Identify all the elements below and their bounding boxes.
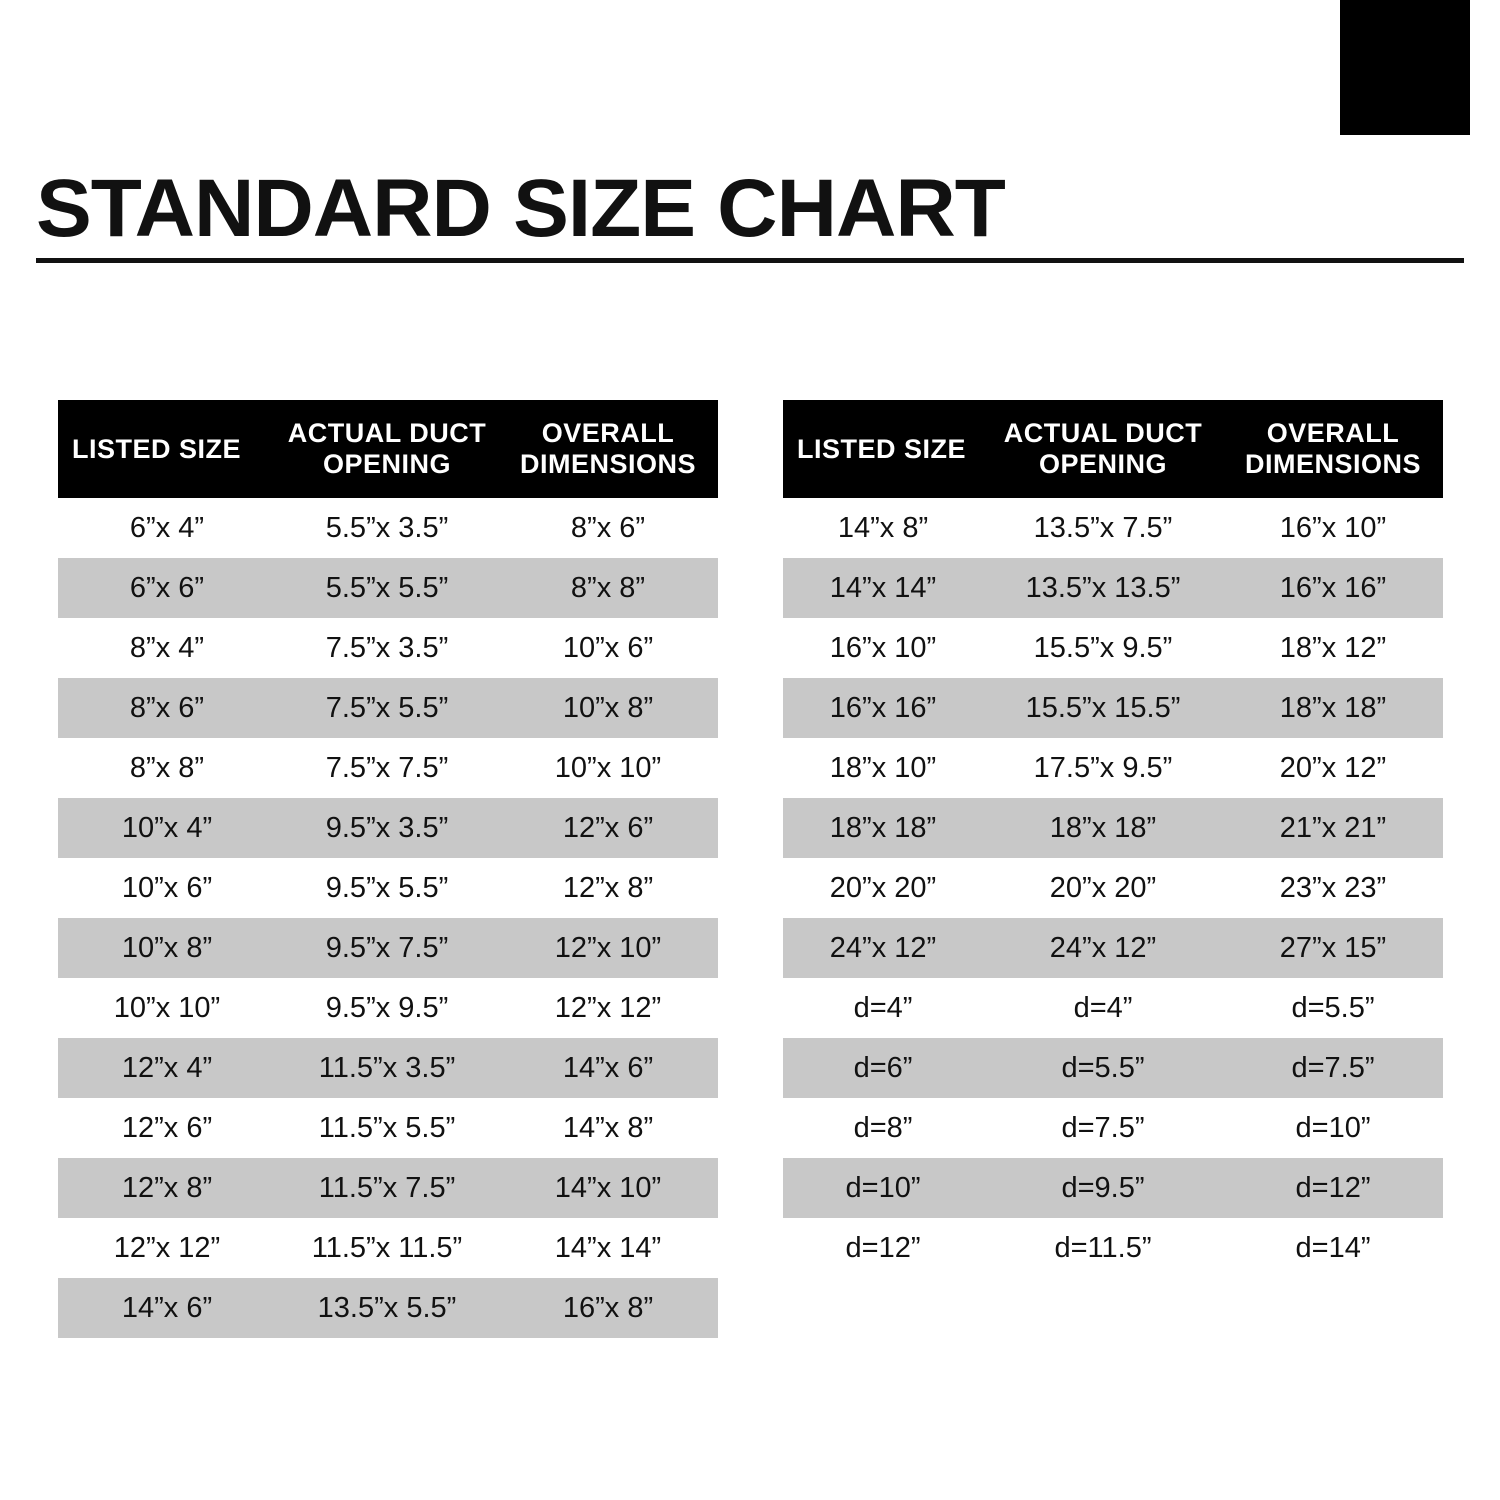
table-row (58, 618, 718, 678)
cell-overall-dimensions: 10”x 10” (498, 738, 718, 798)
table-row (58, 858, 718, 918)
page-title: STANDARD SIZE CHART (36, 163, 1005, 254)
cell-listed-size: 12”x 6” (58, 1098, 276, 1158)
table-row (783, 498, 1443, 558)
cell-listed-size: 10”x 8” (58, 918, 276, 978)
column-header-actual-duct-opening (276, 400, 498, 498)
cell-duct-opening: 5.5”x 3.5” (276, 498, 498, 558)
cell-overall-dimensions: 8”x 6” (498, 498, 718, 558)
cell-duct-opening: 15.5”x 15.5” (983, 678, 1223, 738)
table-row (783, 678, 1443, 738)
title-divider (36, 258, 1464, 263)
cell-listed-size: 8”x 6” (58, 678, 276, 738)
cell-duct-opening: 13.5”x 7.5” (983, 498, 1223, 558)
cell-duct-opening: 11.5”x 11.5” (276, 1218, 498, 1278)
table-row (58, 918, 718, 978)
cell-listed-size: 20”x 20” (783, 858, 983, 918)
cell-overall-dimensions: d=10” (1223, 1098, 1443, 1158)
cell-listed-size: d=6” (783, 1038, 983, 1098)
column-header-line1: ACTUAL DUCT (287, 418, 487, 448)
cell-listed-size: 14”x 6” (58, 1278, 276, 1338)
cell-listed-size: 14”x 8” (783, 498, 983, 558)
cell-duct-opening: 5.5”x 5.5” (276, 558, 498, 618)
table-row (58, 1218, 718, 1278)
cell-listed-size: 12”x 4” (58, 1038, 276, 1098)
column-header-listed-size (58, 400, 276, 498)
tables-area (0, 400, 1500, 1338)
size-table-right (783, 400, 1443, 1278)
cell-duct-opening: d=11.5” (983, 1218, 1223, 1278)
cell-listed-size: 8”x 4” (58, 618, 276, 678)
cell-duct-opening: 7.5”x 7.5” (276, 738, 498, 798)
cell-listed-size: 18”x 18” (783, 798, 983, 858)
column-header-line2: DIMENSIONS (1244, 449, 1422, 480)
cell-overall-dimensions: 12”x 6” (498, 798, 718, 858)
cell-duct-opening: 13.5”x 5.5” (276, 1278, 498, 1338)
cell-overall-dimensions: 12”x 12” (498, 978, 718, 1038)
table-row (783, 858, 1443, 918)
cell-duct-opening: 7.5”x 5.5” (276, 678, 498, 738)
table-row (783, 738, 1443, 798)
table-header-row (58, 400, 718, 498)
cell-listed-size: 6”x 4” (58, 498, 276, 558)
cell-duct-opening: 9.5”x 3.5” (276, 798, 498, 858)
column-header-overall-dimensions (1223, 400, 1443, 498)
cell-overall-dimensions: 14”x 14” (498, 1218, 718, 1278)
column-header-listed-size (783, 400, 983, 498)
cell-listed-size: 14”x 14” (783, 558, 983, 618)
table-row (783, 1098, 1443, 1158)
table-row (58, 1098, 718, 1158)
column-header-line2: DIMENSIONS (519, 449, 697, 480)
table-row (58, 798, 718, 858)
cell-duct-opening: 7.5”x 3.5” (276, 618, 498, 678)
table-row (783, 558, 1443, 618)
table-row (783, 1218, 1443, 1278)
table-row (58, 1038, 718, 1098)
cell-overall-dimensions: 20”x 12” (1223, 738, 1443, 798)
cell-overall-dimensions: 16”x 16” (1223, 558, 1443, 618)
cell-listed-size: d=8” (783, 1098, 983, 1158)
cell-duct-opening: 11.5”x 3.5” (276, 1038, 498, 1098)
column-header-line1: LISTED SIZE (797, 433, 967, 464)
table-row (783, 798, 1443, 858)
table-row (783, 978, 1443, 1038)
cell-overall-dimensions: d=7.5” (1223, 1038, 1443, 1098)
cell-overall-dimensions: 14”x 8” (498, 1098, 718, 1158)
cell-overall-dimensions: 23”x 23” (1223, 858, 1443, 918)
cell-overall-dimensions: 21”x 21” (1223, 798, 1443, 858)
cell-duct-opening: 13.5”x 13.5” (983, 558, 1223, 618)
cell-listed-size: 12”x 12” (58, 1218, 276, 1278)
title-section (36, 163, 1464, 263)
cell-overall-dimensions: 18”x 18” (1223, 678, 1443, 738)
cell-listed-size: 24”x 12” (783, 918, 983, 978)
cell-overall-dimensions: 18”x 12” (1223, 618, 1443, 678)
column-header-line1: LISTED SIZE (72, 433, 242, 464)
cell-overall-dimensions: d=14” (1223, 1218, 1443, 1278)
cell-duct-opening: 9.5”x 5.5” (276, 858, 498, 918)
table-row (783, 1158, 1443, 1218)
cell-listed-size: 10”x 10” (58, 978, 276, 1038)
table-row (783, 1038, 1443, 1098)
cell-duct-opening: 9.5”x 7.5” (276, 918, 498, 978)
cell-duct-opening: 24”x 12” (983, 918, 1223, 978)
cell-duct-opening: 20”x 20” (983, 858, 1223, 918)
size-table-left (58, 400, 718, 1338)
cell-overall-dimensions: 10”x 8” (498, 678, 718, 738)
cell-listed-size: 10”x 6” (58, 858, 276, 918)
cell-duct-opening: d=5.5” (983, 1038, 1223, 1098)
cell-overall-dimensions: 10”x 6” (498, 618, 718, 678)
cell-overall-dimensions: 12”x 8” (498, 858, 718, 918)
table-row (58, 1278, 718, 1338)
table-row (58, 498, 718, 558)
cell-listed-size: 10”x 4” (58, 798, 276, 858)
table-row (783, 918, 1443, 978)
cell-duct-opening: 18”x 18” (983, 798, 1223, 858)
column-header-actual-duct-opening (983, 400, 1223, 498)
cell-duct-opening: 9.5”x 9.5” (276, 978, 498, 1038)
right-table-column (783, 400, 1443, 1338)
cell-listed-size: d=4” (783, 978, 983, 1038)
table-row (58, 1158, 718, 1218)
cell-listed-size: 16”x 10” (783, 618, 983, 678)
column-header-line1: OVERALL (1266, 418, 1400, 448)
cell-overall-dimensions: d=5.5” (1223, 978, 1443, 1038)
cell-overall-dimensions: 16”x 10” (1223, 498, 1443, 558)
column-header-line2: OPENING (1038, 449, 1168, 480)
cell-overall-dimensions: 16”x 8” (498, 1278, 718, 1338)
cell-duct-opening: 11.5”x 5.5” (276, 1098, 498, 1158)
cell-overall-dimensions: 8”x 8” (498, 558, 718, 618)
cell-overall-dimensions: 14”x 10” (498, 1158, 718, 1218)
cell-overall-dimensions: d=12” (1223, 1158, 1443, 1218)
left-table-column (58, 400, 718, 1338)
table-row (58, 678, 718, 738)
table-row (58, 558, 718, 618)
cell-duct-opening: d=4” (983, 978, 1223, 1038)
corner-decoration-block (1340, 0, 1470, 135)
cell-listed-size: 16”x 16” (783, 678, 983, 738)
cell-duct-opening: d=9.5” (983, 1158, 1223, 1218)
cell-listed-size: 12”x 8” (58, 1158, 276, 1218)
table-row (58, 978, 718, 1038)
cell-duct-opening: 15.5”x 9.5” (983, 618, 1223, 678)
column-header-overall-dimensions (498, 400, 718, 498)
cell-duct-opening: 17.5”x 9.5” (983, 738, 1223, 798)
table-row (783, 618, 1443, 678)
cell-overall-dimensions: 12”x 10” (498, 918, 718, 978)
cell-overall-dimensions: 14”x 6” (498, 1038, 718, 1098)
column-header-line1: OVERALL (541, 418, 675, 448)
cell-listed-size: 6”x 6” (58, 558, 276, 618)
cell-duct-opening: 11.5”x 7.5” (276, 1158, 498, 1218)
cell-listed-size: d=12” (783, 1218, 983, 1278)
cell-listed-size: d=10” (783, 1158, 983, 1218)
cell-listed-size: 8”x 8” (58, 738, 276, 798)
cell-overall-dimensions: 27”x 15” (1223, 918, 1443, 978)
table-row (58, 738, 718, 798)
column-header-line1: ACTUAL DUCT (1003, 418, 1203, 448)
cell-duct-opening: d=7.5” (983, 1098, 1223, 1158)
column-header-line2: OPENING (322, 449, 452, 480)
table-header-row (783, 400, 1443, 498)
cell-listed-size: 18”x 10” (783, 738, 983, 798)
